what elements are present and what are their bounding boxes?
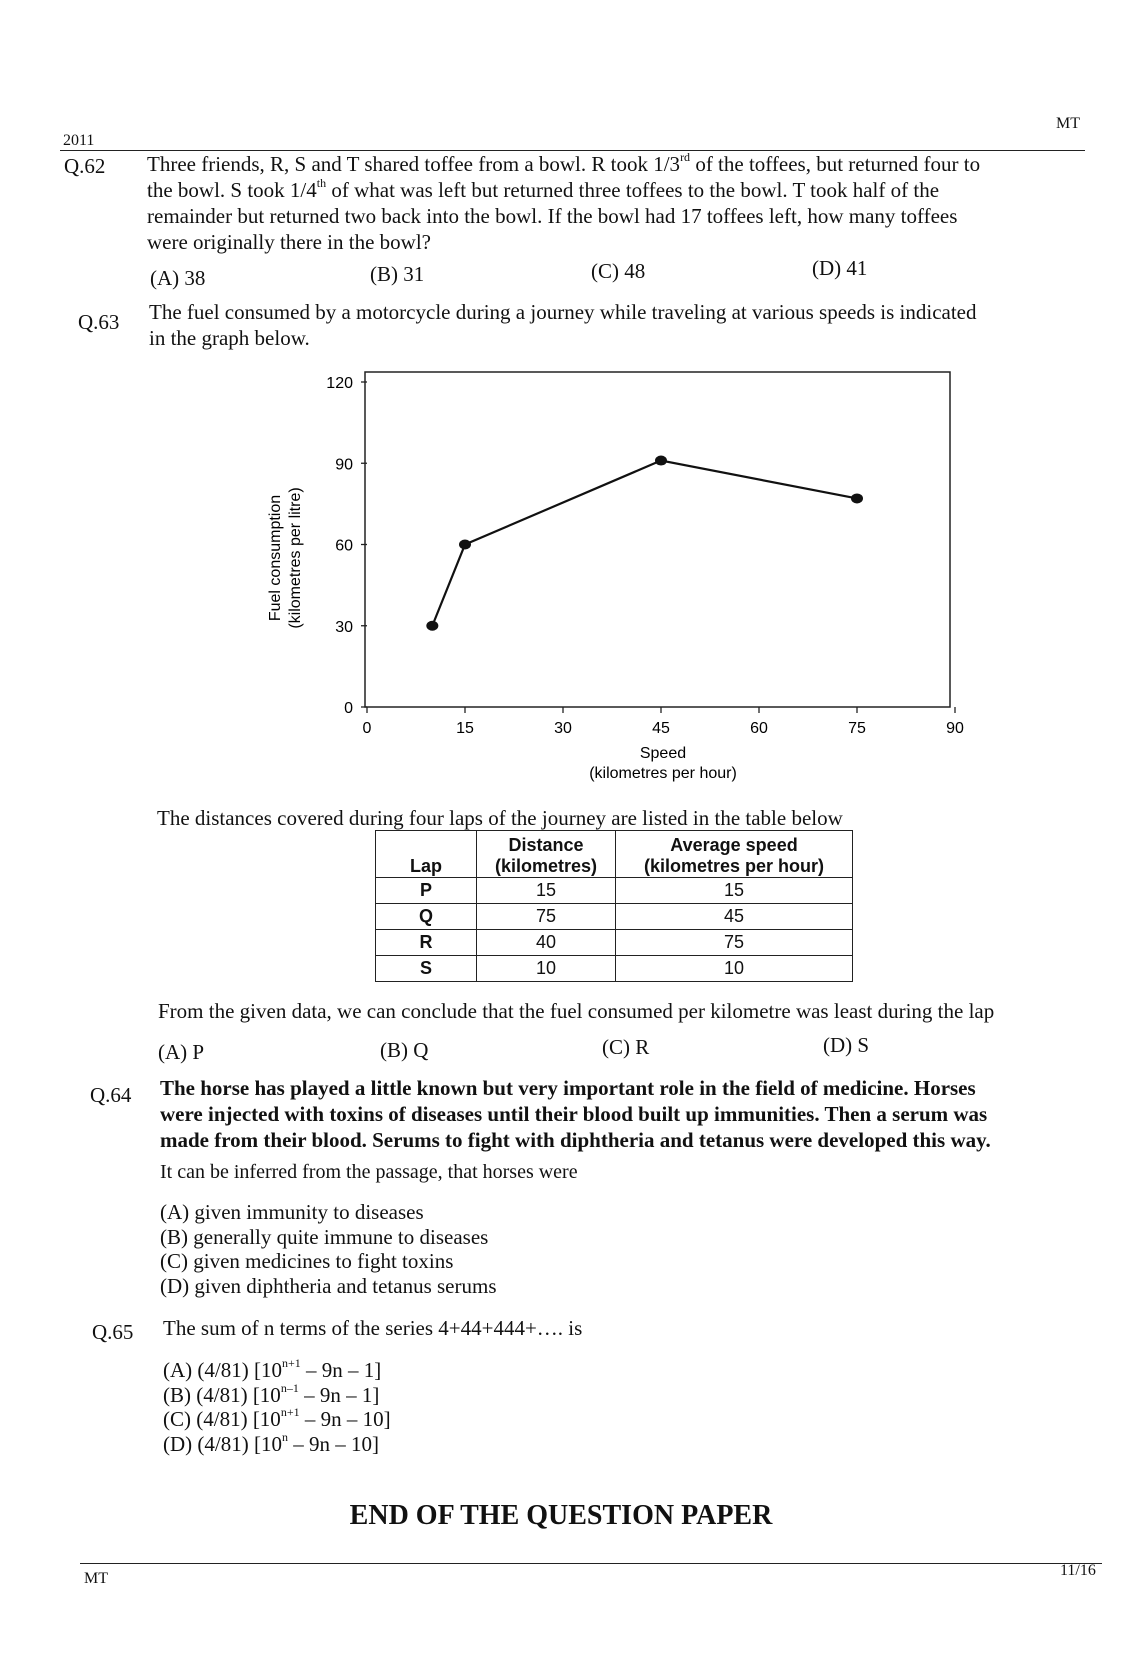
table-cell-lap: P [376,878,477,904]
q64-passage-line-1: The horse has played a little known but very important role in the field of medicine. Horses [160,1076,976,1100]
q63-number: Q.63 [78,310,120,334]
q62-number: Q.62 [64,154,106,178]
chart-xtick-label: 90 [946,720,964,737]
laps-table [375,830,853,982]
q64-option-d[interactable]: (D) given diphtheria and tetanus serums [160,1273,497,1298]
table-cell-speed: 75 [616,930,853,956]
footer-rule [80,1563,1102,1564]
chart-ylabel-sub: (kilometres per litre) [287,487,304,629]
table-row [376,930,853,956]
chart-data-point [851,493,863,503]
chart-plot-frame [365,372,950,707]
chart-ytick-label: 30 [335,618,353,636]
table-cell-lap: S [376,956,477,982]
chart-series-line [432,461,857,626]
table-cell-speed: 15 [616,878,853,904]
q65-option-a[interactable]: (A) (4/81) $[10^{n+1} - 9n - 1]$ [163,1356,382,1382]
chart-xtick-label: 60 [750,720,768,737]
chart-data-point [426,621,438,631]
q64-option-a[interactable]: (A) given immunity to diseases [160,1200,424,1224]
chart-xtick-label: 15 [456,720,474,737]
chart-xlabel: Speed [639,745,687,762]
chart-data-point [459,540,471,550]
q65-option-b[interactable]: (B) (4/81) [10$^{n-1}$ – 9n – 1] [163,1380,380,1407]
chart-xtick-label: 30 [554,720,572,737]
q64-question: It can be inferred from the passage, that horses were [160,1161,578,1183]
q65-option-c[interactable]: (C) (4/81) $[10^{n+1} - 9n - 10]$ [163,1405,391,1431]
header-code: MT [1056,115,1080,132]
table-row [376,956,853,982]
table-cell-speed: 10 [616,956,853,982]
table-header-distance: Distance (kilometres) [477,831,616,878]
q62-line-2: the bowl. S took 1/4th of what was left but returned three toffees to the bowl. T took half of the [147,176,940,202]
q63-option-d[interactable]: (D) S [823,1033,870,1057]
table-header-lap: Lap [376,831,477,878]
q65-number: Q.65 [92,1320,134,1344]
q64-options [160,1200,497,1298]
chart-ytick-label: 0 [344,700,353,717]
chart-xtick-label: 0 [362,720,372,737]
header-year: 2011 [63,132,95,149]
table-cell-lap: Q [376,904,477,930]
q62-line-4: were originally there in the bowl? [147,230,431,254]
table-cell-distance: 75 [477,904,616,930]
table-cell-speed: 45 [616,904,853,930]
q63-table-intro: The distances covered during four laps of the journey are listed in the table below [157,806,843,830]
q63-line-2: in the graph below. [149,326,310,350]
chart-xlabel-sub: (kilometres per hour) [589,765,737,782]
table-header-row [376,831,853,878]
q64-passage [160,1075,1090,1153]
q64-passage-line-3: made from their blood. Serums to fight with diphtheria and tetanus were developed this way. [160,1128,991,1152]
q63-question: From the given data, we can conclude that the fuel consumed per kilometre was least during the lap [158,999,995,1023]
q63-option-a[interactable]: (A) P [158,1040,205,1064]
q62-line-3: remainder but returned two back into the bowl. If the bowl had 17 toffees left, how many toffees [147,204,958,228]
fuel-consumption-chart [0,0,1122,800]
table-header-speed: Average speed (kilometres per hour) [616,831,853,878]
q64-option-c[interactable]: (C) given medicines to fight toxins [160,1249,454,1273]
table-cell-lap: R [376,930,477,956]
chart-ytick-label: 90 [335,456,353,474]
table-cell-distance: 40 [477,930,616,956]
chart-data-point [655,456,667,466]
q64-option-b[interactable]: (B) generally quite immune to diseases [160,1224,489,1249]
footer-code: MT [84,1570,108,1587]
end-of-paper-title: END OF THE QUESTION PAPER [349,1500,773,1531]
q62-option-c[interactable]: (C) 48 [591,259,646,283]
chart-xtick-label: 45 [652,720,670,737]
q62-option-d[interactable]: (D) 41 [812,256,868,280]
q64-number: Q.64 [90,1083,132,1107]
q65-question: The sum of n terms of the series 4+44+444+…. is [163,1316,583,1340]
q64-passage-line-2: were injected with toxins of diseases until their blood built up immunities. Then a serum was [160,1102,988,1126]
q63-option-b[interactable]: (B) Q [380,1038,429,1062]
chart-ytick-label: 120 [326,375,353,392]
chart-xtick-label: 75 [848,720,866,737]
table-cell-distance: 15 [477,878,616,904]
q63-line-1: The fuel consumed by a motorcycle during a journey while traveling at various speeds is indicated [149,300,977,324]
q65-options [163,1358,391,1456]
q63-option-c[interactable]: (C) R [602,1035,650,1059]
table-row [376,904,853,930]
q62-option-a[interactable]: (A) 38 [150,266,206,290]
table-row [376,878,853,904]
q65-option-d[interactable]: (D) (4/81) [10$^n$ – 9n – 10] [163,1429,379,1456]
q62-option-b[interactable]: (B) 31 [370,262,425,286]
footer-page-number: 11/16 [1060,1562,1096,1579]
table-cell-distance: 10 [477,956,616,982]
q62-line-1: Three friends, R, S and T shared toffee from a bowl. R took 1/3rd of the toffees, but returned four to [147,150,981,176]
chart-ytick-label: 60 [335,537,353,555]
chart-ylabel: Fuel consumption [267,494,284,622]
